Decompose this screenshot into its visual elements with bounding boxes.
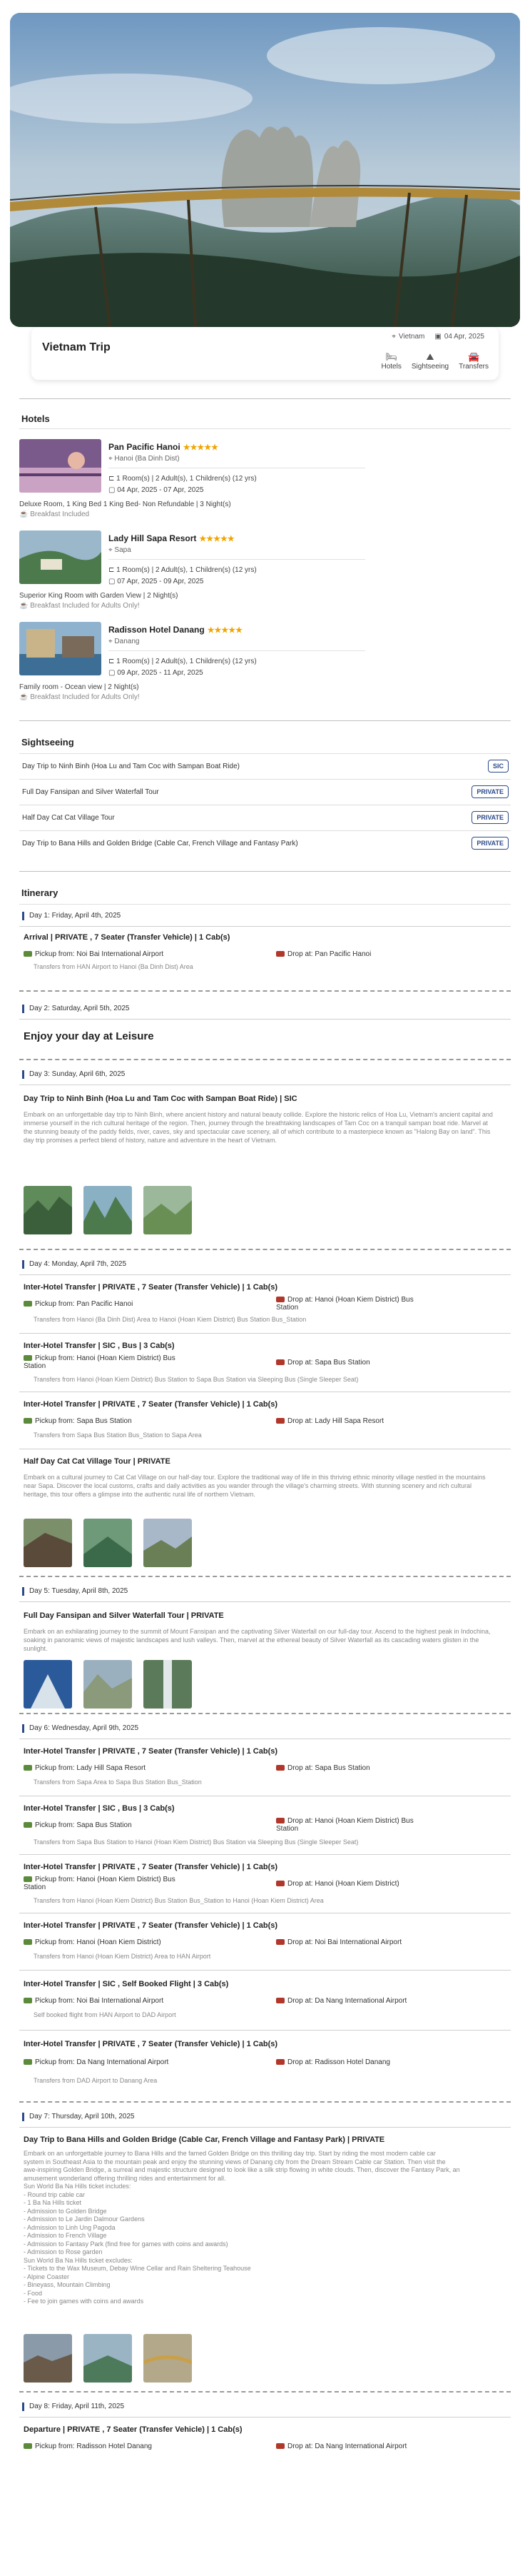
itinerary-heading: Itinerary: [21, 887, 58, 898]
car-icon: [276, 1765, 285, 1771]
dropoff: Drop at: Noi Bai International Airport: [276, 1938, 402, 1946]
tour-photo: [24, 1660, 72, 1709]
hotel-card[interactable]: [19, 622, 511, 699]
room-description: Superior King Room with Garden View | 2 Night(s): [19, 592, 178, 600]
hotel-card[interactable]: [19, 530, 511, 608]
transfer-item[interactable]: Inter-Hotel Transfer | PRIVATE , 7 Seater (Transfer Vehicle) | 1 Cab(s) Pickup from: Pan Pacific Hanoi Drop at: Hanoi (Hoan Kiem District) Bus Station Transfers from Hanoi (Ba Dinh Dist) Area to Hanoi (Hoan Kiem District) Bus Station Bus_Station: [19, 1274, 511, 1333]
car-icon: [276, 2443, 285, 2449]
sightseeing-item[interactable]: Full Day Fansipan and Silver Waterfall Tour | PRIVATE Embark on an exhilarating journey to the summit of Mount Fansipan and the captivating Silver Waterfall on our full-day tour. Ascend to the highest peak in Indochina, soaking in panoramic views of majestic landscapes and lush valleys. Then, marvel at the ethereal beauty of Silver Waterfall as its cascading waters glisten in the sunlight.: [19, 1601, 511, 1713]
tour-photo: [83, 1519, 132, 1567]
hotel-card[interactable]: [19, 439, 511, 516]
divider: [108, 650, 365, 651]
bed-icon: ⊏: [108, 658, 117, 665]
car-icon: [276, 1359, 285, 1365]
calendar-icon: ▣: [434, 333, 442, 341]
trip-country: ⌖ Vietnam: [392, 333, 425, 341]
car-icon: [24, 1418, 32, 1424]
hotel-location: ⌖ Hanoi (Ba Dinh Dist): [108, 455, 180, 463]
tour-photo: [24, 1519, 72, 1567]
pickup: Pickup from: Noi Bai International Airport: [24, 950, 163, 958]
day-header: Day 1: Friday, April 4th, 2025: [19, 905, 511, 926]
sightseeing-item[interactable]: Day Trip to Bana Hills and Golden Bridge (Cable Car, French Village and Fantasy Park) | PRIVATE Embark on an unforgettable journey to Bana Hills and the famed Golden Bridge on this thrilling day trip. Start by riding the most modern cable car system in Southeast Asia to the mountain peak and enjoy the stunning views of Danang city from the Dream Stream Cable car Station. Then visit the awe-inspiring Golden Bridge, a surreal and majestic structure designed to look like a silk strip flowing in white clouds. Then, discover the Fantasy Park, an amusement wonderland offering thrilling rides and entertainment for all. Sun World Ba Na Hills ticket includes: - Round trip cable car - 1 Ba Na Hills ticket - Admission to Golden Bridge - Admission to Le Jardin Dalmour Gardens - Admission to Linh Ung Pagoda - Admission to French Village - Admission to Fantasy Park (find free for games with coins and awards) - Admission to Rose garden Sun World Ba Na Hills ticket excludes: - Tickets to the Wax Museum, Debay Wine Cellar and Rain Sheltering Teahouse - Alpine Coaster - Bineyass, Mountain Climbing - Food - Fee to join games with coins and awards: [19, 2127, 511, 2391]
transfer-item[interactable]: Inter-Hotel Transfer | SIC , Bus | 3 Cab(s) Pickup from: Hanoi (Hoan Kiem District) Bus Station Drop at: Sapa Bus Station Transfers from Hanoi (Hoan Kiem District) Bus Station to Sapa Bus Station via Sleeping Bus (Single Sleeper Seat): [19, 1333, 511, 1392]
location-pin-icon: ⌖: [108, 638, 115, 645]
transfer-item[interactable]: Inter-Hotel Transfer | PRIVATE , 7 Seater (Transfer Vehicle) | 1 Cab(s) Pickup from: Lady Hill Sapa Resort Drop at: Sapa Bus Station Transfers from Sapa Area to Sapa Bus Station Bus_Station: [19, 1739, 511, 1796]
trip-date: ▣ 04 Apr, 2025: [434, 333, 484, 341]
star-rating: ★★★★★: [207, 626, 243, 635]
hotels-tab[interactable]: 🛏 Hotels: [381, 351, 402, 371]
star-rating: ★★★★★: [199, 535, 235, 543]
hotels-heading: Hotels: [21, 413, 50, 424]
car-icon: [276, 1881, 285, 1886]
hotel-image: [19, 439, 101, 493]
dropoff: Drop at: Sapa Bus Station: [276, 1764, 370, 1772]
car-icon: [24, 1939, 32, 1945]
breakfast-icon: ☕: [19, 602, 31, 610]
day-header: Day 2: Saturday, April 5th, 2025: [19, 997, 511, 1019]
pickup: Pickup from: Noi Bai International Airport: [24, 1997, 163, 2005]
day-divider: [19, 2391, 511, 2393]
car-icon: [276, 1297, 285, 1302]
transfer-item[interactable]: Inter-Hotel Transfer | PRIVATE , 7 Seater (Transfer Vehicle) | 1 Cab(s) Pickup from: Hanoi (Hoan Kiem District) Bus Station Drop at: Hanoi (Hoan Kiem District) Transfers from Hanoi (Hoan Kiem District) Bus Station Bus_Station to Hanoi (Hoan Kiem District) Area: [19, 1854, 511, 1913]
sightseeing-heading: Sightseeing: [21, 737, 74, 748]
day-header: Day 4: Monday, April 7th, 2025: [19, 1253, 511, 1274]
dropoff: Drop at: Hanoi (Hoan Kiem District): [276, 1880, 399, 1888]
day-divider: [19, 2101, 511, 2103]
sightseeing-item[interactable]: Half Day Cat Cat Village Tour | PRIVATE Embark on a cultural journey to Cat Cat Village on our half-day tour. Explore the traditional way of life in this thriving ethnic minority village nestled in the mountains near Sapa. Discover the local customs, crafts and daily activities as you wander through the village's charming streets. With stunning scenery and rich cultural heritage, this tour offers a glimpse into the authentic rural life of northern Vietnam.: [19, 1449, 511, 1576]
day-divider: [19, 1713, 511, 1714]
car-icon: [24, 1355, 32, 1361]
day-header: Day 6: Wednesday, April 9th, 2025: [19, 1717, 511, 1739]
breakfast-info: ☕ Breakfast Included for Adults Only!: [19, 602, 140, 610]
hotel-dates: ▢ 07 Apr, 2025 - 09 Apr, 2025: [108, 578, 204, 585]
car-icon: [24, 1301, 32, 1307]
pickup: Pickup from: Hanoi (Hoan Kiem District) Bus Station: [24, 1354, 175, 1370]
itinerary-page: [0, 13, 530, 2450]
trip-category-icons: [382, 351, 489, 371]
hotel-name: Pan Pacific Hanoi ★★★★★: [108, 442, 219, 452]
breakfast-icon: ☕: [19, 510, 31, 518]
dropoff: Drop at: Pan Pacific Hanoi: [276, 950, 371, 958]
car-icon: [24, 2443, 32, 2449]
calendar-icon: ▢: [108, 578, 118, 585]
bed-icon: ⊏: [108, 475, 117, 483]
car-icon: [24, 1876, 32, 1882]
location-pin-icon: ⌖: [108, 455, 115, 463]
pickup: Pickup from: Da Nang International Airport: [24, 2058, 168, 2066]
tour-photo: [143, 1186, 192, 1234]
dropoff: Drop at: Da Nang International Airport: [276, 1997, 407, 2005]
car-icon: [24, 951, 32, 957]
hotel-rooms: ⊏ 1 Room(s) | 2 Adult(s), 1 Children(s) (12 yrs): [108, 475, 257, 483]
hotel-location: ⌖ Danang: [108, 638, 140, 645]
trip-summary-card: [31, 327, 499, 380]
tour-photo: [83, 2334, 132, 2383]
trip-title: Vietnam Trip: [42, 341, 111, 353]
car-icon: [24, 1822, 32, 1828]
hotel-image: [19, 530, 101, 584]
dropoff: Drop at: Radisson Hotel Danang: [276, 2058, 390, 2066]
transfer-item[interactable]: Inter-Hotel Transfer | PRIVATE , 7 Seater (Transfer Vehicle) | 1 Cab(s) Pickup from: Sapa Bus Station Drop at: Lady Hill Sapa Resort Transfers from Sapa Bus Station Bus_Station to Sapa Area: [19, 1392, 511, 1449]
sightseeing-icon: ⛰: [426, 351, 434, 362]
tour-photo: [143, 1660, 192, 1709]
pickup: Pickup from: Sapa Bus Station: [24, 1417, 132, 1425]
hotel-rooms: ⊏ 1 Room(s) | 2 Adult(s), 1 Children(s) (12 yrs): [108, 658, 257, 665]
hotel-name: Radisson Hotel Danang ★★★★★: [108, 625, 243, 635]
car-icon: [24, 1998, 32, 2003]
car-icon: [276, 2059, 285, 2065]
private-badge: PRIVATE: [472, 785, 509, 798]
transfer-item[interactable]: Inter-Hotel Transfer | SIC , Bus | 3 Cab(s) Pickup from: Sapa Bus Station Drop at: Hanoi (Hoan Kiem District) Bus Station Transfers from Sapa Bus Station to Hanoi (Hoan Kiem District) Bus Station via Sleeping Bus (Single Sleeper Seat): [19, 1796, 511, 1854]
transfer-item[interactable]: Inter-Hotel Transfer | SIC , Self Booked Flight | 3 Cab(s) Pickup from: Noi Bai International Airport Drop at: Da Nang International Airport Self booked flight from HAN Airport to DAD Airport: [19, 1970, 511, 2030]
sightseeing-tab[interactable]: ⛰ Sightseeing: [411, 351, 449, 371]
day-header: Day 7: Thursday, April 10th, 2025: [19, 2105, 511, 2127]
transfer-item[interactable]: Inter-Hotel Transfer | PRIVATE , 7 Seater (Transfer Vehicle) | 1 Cab(s) Pickup from: Hanoi (Hoan Kiem District) Drop at: Noi Bai International Airport Transfers from Hanoi (Hoan Kiem District) Area to HAN Airport: [19, 1913, 511, 1970]
dropoff: Drop at: Lady Hill Sapa Resort: [276, 1417, 384, 1425]
pickup: Pickup from: Hanoi (Hoan Kiem District) Bus Station: [24, 1876, 175, 1891]
star-rating: ★★★★★: [183, 443, 219, 452]
transfer-item[interactable]: Arrival | PRIVATE , 7 Seater (Transfer Vehicle) | 1 Cab(s) Pickup from: Noi Bai International Airport Drop at: Pan Pacific Hanoi Transfers from HAN Airport to Hanoi (Ba Dinh Dist) Area: [19, 926, 511, 990]
hotel-name: Lady Hill Sapa Resort ★★★★★: [108, 533, 235, 543]
car-icon: [276, 1818, 285, 1823]
sightseeing-item[interactable]: Half Day Cat Cat Village Tour PRIVATE: [19, 805, 511, 831]
leisure-item: Enjoy your day at Leisure: [19, 1019, 511, 1059]
bed-icon: ⊏: [108, 566, 117, 574]
transfers-tab[interactable]: 🚘 Transfers: [459, 351, 489, 371]
sightseeing-item[interactable]: Day Trip to Bana Hills and Golden Bridge (Cable Car, French Village and Fantasy Park) PRIVATE: [19, 831, 511, 857]
tour-photo: [83, 1660, 132, 1709]
divider: [108, 559, 365, 560]
tour-photo: [24, 2334, 72, 2383]
breakfast-info: ☕ Breakfast Included: [19, 510, 90, 518]
day-header: Day 3: Sunday, April 6th, 2025: [19, 1063, 511, 1085]
car-icon: [276, 1998, 285, 2003]
transfer-item[interactable]: Departure | PRIVATE , 7 Seater (Transfer Vehicle) | 1 Cab(s) Pickup from: Radisson Hotel Danang Drop at: Da Nang International Airport: [19, 2417, 511, 2474]
hotel-location: ⌖ Sapa: [108, 546, 131, 554]
day-divider: [19, 990, 511, 992]
tour-photo: [143, 2334, 192, 2383]
location-pin-icon: ⌖: [108, 546, 115, 554]
dropoff: Drop at: Hanoi (Hoan Kiem District) Bus Station: [276, 1296, 414, 1312]
location-pin-icon: ⌖: [392, 333, 396, 341]
private-badge: PRIVATE: [472, 837, 509, 850]
dropoff: Drop at: Sapa Bus Station: [276, 1359, 370, 1367]
tour-photo: [143, 1519, 192, 1567]
dropoff: Drop at: Hanoi (Hoan Kiem District) Bus Station: [276, 1817, 414, 1833]
breakfast-info: ☕ Breakfast Included for Adults Only!: [19, 693, 140, 701]
pickup: Pickup from: Sapa Bus Station: [24, 1821, 132, 1829]
sightseeing-item[interactable]: Day Trip to Ninh Binh (Hoa Lu and Tam Coc with Sampan Boat Ride) SIC: [19, 754, 511, 780]
transfer-item[interactable]: Inter-Hotel Transfer | PRIVATE , 7 Seater (Transfer Vehicle) | 1 Cab(s) Pickup from: Da Nang International Airport Drop at: Radisson Hotel Danang Transfers from DAD Airport to Danang Area: [19, 2030, 511, 2101]
sightseeing-item[interactable]: Day Trip to Ninh Binh (Hoa Lu and Tam Coc with Sampan Boat Ride) | SIC Embark on an unforgettable day trip to Ninh Binh, where ancient history and natural beauty collide. Explore the historic relics of Hoa Lu, Vietnam's ancient capital and immerse yourself in the rich cultural heritage of the region. Then, journey through the breathtaking landscapes of Tam Coc on a tranquil sampan boat ride. Marvel at the stunning beauty of the paddy fields, river, caves, sky and spectacular cave scenery, all of which contribute to a masterpiece known as "Halong Bay on land". This day trip promises a perfect blend of history, nature and adventure in the heart of Vietnam.: [19, 1085, 511, 1249]
car-icon: [24, 2059, 32, 2065]
car-icon: [276, 951, 285, 957]
car-icon: [276, 1939, 285, 1945]
pickup: Pickup from: Pan Pacific Hanoi: [24, 1300, 133, 1308]
tour-photo: [24, 1186, 72, 1234]
pickup: Pickup from: Lady Hill Sapa Resort: [24, 1764, 146, 1772]
tour-photo: [83, 1186, 132, 1234]
day-header: Day 8: Friday, April 11th, 2025: [19, 2395, 511, 2417]
hotel-rooms: ⊏ 1 Room(s) | 2 Adult(s), 1 Children(s) (12 yrs): [108, 566, 257, 574]
car-icon: 🚘: [467, 351, 480, 362]
sightseeing-item[interactable]: Full Day Fansipan and Silver Waterfall Tour PRIVATE: [19, 780, 511, 805]
calendar-icon: ▢: [108, 486, 118, 494]
day-divider: [19, 1249, 511, 1250]
room-description: Deluxe Room, 1 King Bed 1 King Bed- Non Refundable | 3 Night(s): [19, 500, 231, 508]
day-divider: [19, 1059, 511, 1060]
room-description: Family room - Ocean view | 2 Night(s): [19, 683, 139, 691]
hero-image: [10, 13, 520, 327]
tour-description: Embark on an unforgettable journey to Bana Hills and the famed Golden Bridge on this thrilling day trip. Start by riding the most modern cable car system in Southeast Asia to the mountain peak and enjoy the stunning views of Danang city from the Dream Stream Cable car Station. Then visit the awe-inspiring Golden Bridge, a surreal and majestic structure designed to look like a silk strip flowing in white clouds. Then, discover the Fantasy Park, an amusement wonderland offering thrilling rides and entertainment for all. Sun World Ba Na Hills ticket includes: - Round trip cable car - 1 Ba Na Hills ticket - Admission to Golden Bridge - Admission to Le Jardin Dalmour Gardens - Admission to Linh Ung Pagoda - Admission to French Village - Admission to Fantasy Park (find free for games with coins and awards) - Admission to Rose garden Sun World Ba Na Hills ticket excludes: - Tickets to the Wax Museum, Debay Wine Cellar and Rain Sheltering Teahouse - Alpine Coaster - Bineyass, Mountain Climbing - Food - Fee to join games with coins and awards: [24, 2150, 460, 2305]
pickup: Pickup from: Hanoi (Hoan Kiem District): [24, 1938, 161, 1946]
sic-badge: SIC: [488, 760, 509, 773]
hotel-dates: ▢ 04 Apr, 2025 - 07 Apr, 2025: [108, 486, 204, 494]
hotel-image: [19, 622, 101, 675]
day-divider: [19, 1576, 511, 1577]
hotel-dates: ▢ 09 Apr, 2025 - 11 Apr, 2025: [108, 669, 203, 677]
dropoff: Drop at: Da Nang International Airport: [276, 2442, 407, 2450]
bed-icon: 🛏: [385, 351, 397, 362]
car-icon: [276, 1418, 285, 1424]
breakfast-icon: ☕: [19, 693, 31, 701]
private-badge: PRIVATE: [472, 811, 509, 824]
car-icon: [24, 1765, 32, 1771]
day-header: Day 5: Tuesday, April 8th, 2025: [19, 1580, 511, 1601]
calendar-icon: ▢: [108, 669, 118, 677]
pickup: Pickup from: Radisson Hotel Danang: [24, 2442, 152, 2450]
trip-meta: [392, 333, 484, 341]
